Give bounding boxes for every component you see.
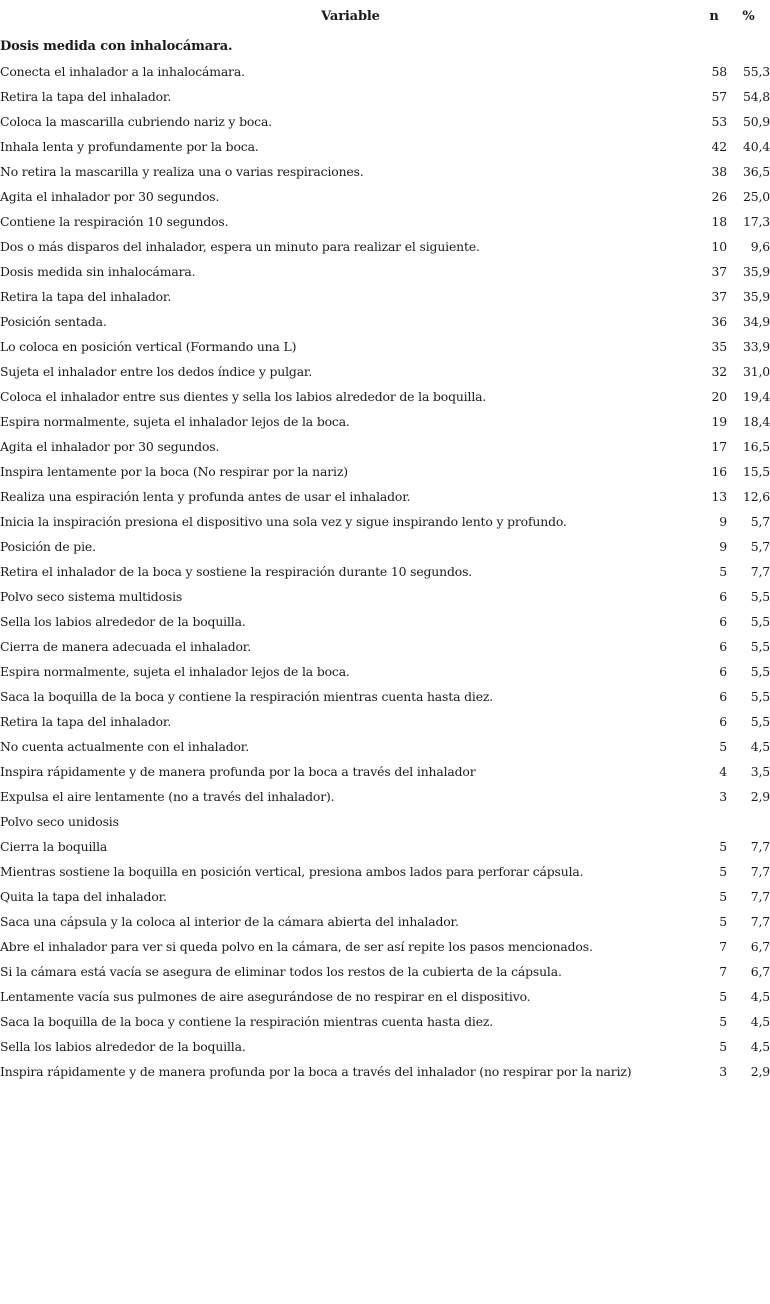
row-variable: Realiza una espiración lenta y profunda antes de usar el inhalador.: [0, 489, 411, 504]
row-percent: 2,9: [750, 1064, 770, 1079]
row-percent: 5,5: [750, 614, 770, 629]
row-percent: 50,9: [743, 114, 770, 129]
row-n: 58: [711, 64, 727, 79]
row-n: 6: [719, 614, 727, 629]
row-n: 6: [719, 589, 727, 604]
row-n: 18: [711, 214, 727, 229]
row-n: 36: [711, 314, 727, 329]
table-row: [0, 1059, 770, 1084]
table-row: [0, 559, 770, 584]
row-percent: 55,3: [743, 64, 770, 79]
row-n: 32: [711, 364, 727, 379]
row-percent: 54,8: [743, 89, 770, 104]
row-variable: Contiene la respiración 10 segundos.: [0, 214, 229, 229]
table-row: [0, 459, 770, 484]
row-percent: 35,9: [743, 264, 770, 279]
header-percent: %: [742, 9, 755, 24]
row-n: 5: [719, 1014, 727, 1029]
table-row: [0, 834, 770, 859]
row-percent: 5,5: [750, 664, 770, 679]
row-variable: Sella los labios alrededor de la boquilla.: [0, 1039, 246, 1054]
row-variable: Mientras sostiene la boquilla en posición vertical, presiona ambos lados para perforar cápsula.: [0, 864, 584, 879]
row-n: 5: [719, 914, 727, 929]
table-row: [0, 184, 770, 209]
row-n: 5: [719, 1039, 727, 1054]
row-n: 6: [719, 639, 727, 654]
row-percent: 4,5: [750, 1014, 770, 1029]
row-percent: 5,7: [750, 514, 770, 529]
row-n: 5: [719, 564, 727, 579]
row-percent: 7,7: [750, 914, 770, 929]
row-n: 16: [711, 464, 727, 479]
row-percent: 9,6: [750, 239, 770, 254]
row-variable: Expulsa el aire lentamente (no a través del inhalador).: [0, 789, 335, 804]
table-row: [0, 609, 770, 634]
row-percent: 40,4: [743, 139, 770, 154]
row-variable: Sella los labios alrededor de la boquilla.: [0, 614, 246, 629]
table-row: [0, 859, 770, 884]
row-n: 35: [711, 339, 727, 354]
row-percent: 5,5: [750, 639, 770, 654]
table-row: [0, 509, 770, 534]
row-variable: Saca una cápsula y la coloca al interior de la cámara abierta del inhalador.: [0, 914, 459, 929]
row-n: 5: [719, 839, 727, 854]
row-percent: [727, 34, 770, 59]
table-row: [0, 409, 770, 434]
row-variable: Inhala lenta y profundamente por la boca.: [0, 139, 259, 154]
header-row: [0, 0, 770, 34]
table-row: [0, 984, 770, 1009]
row-percent: 7,7: [750, 564, 770, 579]
row-n: [701, 809, 727, 834]
row-variable: Agita el inhalador por 30 segundos.: [0, 439, 220, 454]
table-row: [0, 384, 770, 409]
row-variable: Cierra de manera adecuada el inhalador.: [0, 639, 252, 654]
row-variable: Espira normalmente, sujeta el inhalador lejos de la boca.: [0, 664, 350, 679]
row-n: 38: [711, 164, 727, 179]
table-row: [0, 209, 770, 234]
row-percent: 36,5: [743, 164, 770, 179]
row-percent: 34,9: [743, 314, 770, 329]
row-n: 9: [719, 539, 727, 554]
row-n: 53: [711, 114, 727, 129]
row-n: 6: [719, 664, 727, 679]
table-row: [0, 434, 770, 459]
row-n: 3: [719, 789, 727, 804]
row-percent: 7,7: [750, 864, 770, 879]
row-variable: Inspira rápidamente y de manera profunda por la boca a través del inhalador: [0, 764, 476, 779]
row-percent: 31,0: [743, 364, 770, 379]
table-row: [0, 259, 770, 284]
row-n: [701, 34, 727, 59]
table-row: [0, 584, 770, 609]
row-percent: 35,9: [743, 289, 770, 304]
row-variable: Posición sentada.: [0, 314, 107, 329]
row-variable: Retira la tapa del inhalador.: [0, 89, 172, 104]
table-row: [0, 134, 770, 159]
table-row: [0, 109, 770, 134]
row-variable: Sujeta el inhalador entre los dedos índice y pulgar.: [0, 364, 313, 379]
row-variable: Inspira lentamente por la boca (No respirar por la nariz): [0, 464, 348, 479]
table-row: [0, 659, 770, 684]
table-row: [0, 34, 770, 59]
table-row: [0, 809, 770, 834]
row-variable: Dosis medida sin inhalocámara.: [0, 264, 196, 279]
row-percent: 17,3: [743, 214, 770, 229]
row-n: 20: [711, 389, 727, 404]
row-variable: Retira el inhalador de la boca y sostiene la respiración durante 10 segundos.: [0, 564, 473, 579]
row-variable: Lo coloca en posición vertical (Formando una L): [0, 339, 297, 354]
table-row: [0, 309, 770, 334]
row-variable: Dos o más disparos del inhalador, espera un minuto para realizar el siguiente.: [0, 239, 480, 254]
row-variable: Posición de pie.: [0, 539, 96, 554]
row-percent: 5,5: [750, 589, 770, 604]
row-variable: Inicia la inspiración presiona el dispositivo una sola vez y sigue inspirando lento y profundo.: [0, 514, 567, 529]
row-percent: 7,7: [750, 839, 770, 854]
row-n: 37: [711, 264, 727, 279]
row-variable: Quita la tapa del inhalador.: [0, 889, 167, 904]
row-n: 4: [719, 764, 727, 779]
row-variable: Coloca el inhalador entre sus dientes y sella los labios alrededor de la boquilla.: [0, 389, 487, 404]
row-n: 5: [719, 989, 727, 1004]
table-row: [0, 84, 770, 109]
row-percent: 6,7: [750, 964, 770, 979]
table-row: [0, 234, 770, 259]
row-variable: Inspira rápidamente y de manera profunda por la boca a través del inhalador (no respirar por la nariz): [0, 1064, 632, 1079]
row-variable: No cuenta actualmente con el inhalador.: [0, 739, 249, 754]
row-n: 57: [711, 89, 727, 104]
row-n: 26: [711, 189, 727, 204]
row-percent: 18,4: [743, 414, 770, 429]
row-percent: 12,6: [743, 489, 770, 504]
row-variable: Conecta el inhalador a la inhalocámara.: [0, 64, 245, 79]
table-row: [0, 959, 770, 984]
table-row: [0, 709, 770, 734]
row-n: 5: [719, 739, 727, 754]
row-variable: Si la cámara está vacía se asegura de eliminar todos los restos de la cubierta de la cápsula.: [0, 964, 562, 979]
row-percent: 19,4: [743, 389, 770, 404]
row-variable: Saca la boquilla de la boca y contiene la respiración mientras cuenta hasta diez.: [0, 1014, 494, 1029]
row-percent: 25,0: [743, 189, 770, 204]
table-row: [0, 334, 770, 359]
table-row: [0, 534, 770, 559]
table-row: [0, 59, 770, 84]
row-percent: [727, 809, 770, 834]
table-row: [0, 634, 770, 659]
row-variable: Retira la tapa del inhalador.: [0, 289, 172, 304]
table-row: [0, 734, 770, 759]
row-variable: Dosis medida con inhalocámara.: [0, 39, 233, 54]
table-row: [0, 784, 770, 809]
table-row: [0, 359, 770, 384]
table-row: [0, 909, 770, 934]
table-row: [0, 884, 770, 909]
row-variable: Saca la boquilla de la boca y contiene la respiración mientras cuenta hasta diez.: [0, 689, 494, 704]
row-variable: Cierra la boquilla: [0, 839, 108, 854]
table-row: [0, 759, 770, 784]
row-variable: Retira la tapa del inhalador.: [0, 714, 172, 729]
row-percent: 4,5: [750, 989, 770, 1004]
table-row: [0, 1034, 770, 1059]
row-variable: No retira la mascarilla y realiza una o varias respiraciones.: [0, 164, 364, 179]
row-n: 19: [711, 414, 727, 429]
row-percent: 5,5: [750, 689, 770, 704]
header-variable: Variable: [321, 9, 380, 24]
row-variable: Coloca la mascarilla cubriendo nariz y boca.: [0, 114, 272, 129]
table-row: [0, 934, 770, 959]
row-percent: 4,5: [750, 1039, 770, 1054]
row-variable: Polvo seco sistema multidosis: [0, 589, 183, 604]
row-variable: Espira normalmente, sujeta el inhalador lejos de la boca.: [0, 414, 350, 429]
row-n: 9: [719, 514, 727, 529]
row-n: 42: [711, 139, 727, 154]
row-percent: 5,5: [750, 714, 770, 729]
row-n: 7: [719, 964, 727, 979]
row-percent: 3,5: [750, 764, 770, 779]
row-n: 17: [711, 439, 727, 454]
row-variable: Lentamente vacía sus pulmones de aire asegurándose de no respirar en el dispositivo.: [0, 989, 531, 1004]
row-percent: 7,7: [750, 889, 770, 904]
row-n: 6: [719, 689, 727, 704]
table-row: [0, 484, 770, 509]
row-variable: Polvo seco unidosis: [0, 814, 119, 829]
row-n: 6: [719, 714, 727, 729]
row-n: 37: [711, 289, 727, 304]
row-percent: 15,5: [743, 464, 770, 479]
row-percent: 2,9: [750, 789, 770, 804]
row-percent: 33,9: [743, 339, 770, 354]
row-n: 3: [719, 1064, 727, 1079]
row-n: 5: [719, 889, 727, 904]
table-row: [0, 1009, 770, 1034]
table-row: [0, 684, 770, 709]
row-variable: Agita el inhalador por 30 segundos.: [0, 189, 220, 204]
row-percent: 6,7: [750, 939, 770, 954]
row-n: 5: [719, 864, 727, 879]
row-percent: 16,5: [743, 439, 770, 454]
table-row: [0, 284, 770, 309]
row-percent: 4,5: [750, 739, 770, 754]
row-n: 10: [711, 239, 727, 254]
header-n: n: [709, 9, 719, 24]
row-n: 13: [711, 489, 727, 504]
row-variable: Abre el inhalador para ver si queda polvo en la cámara, de ser así repite los pasos mencionados.: [0, 939, 593, 954]
row-n: 7: [719, 939, 727, 954]
row-percent: 5,7: [750, 539, 770, 554]
table-row: [0, 159, 770, 184]
